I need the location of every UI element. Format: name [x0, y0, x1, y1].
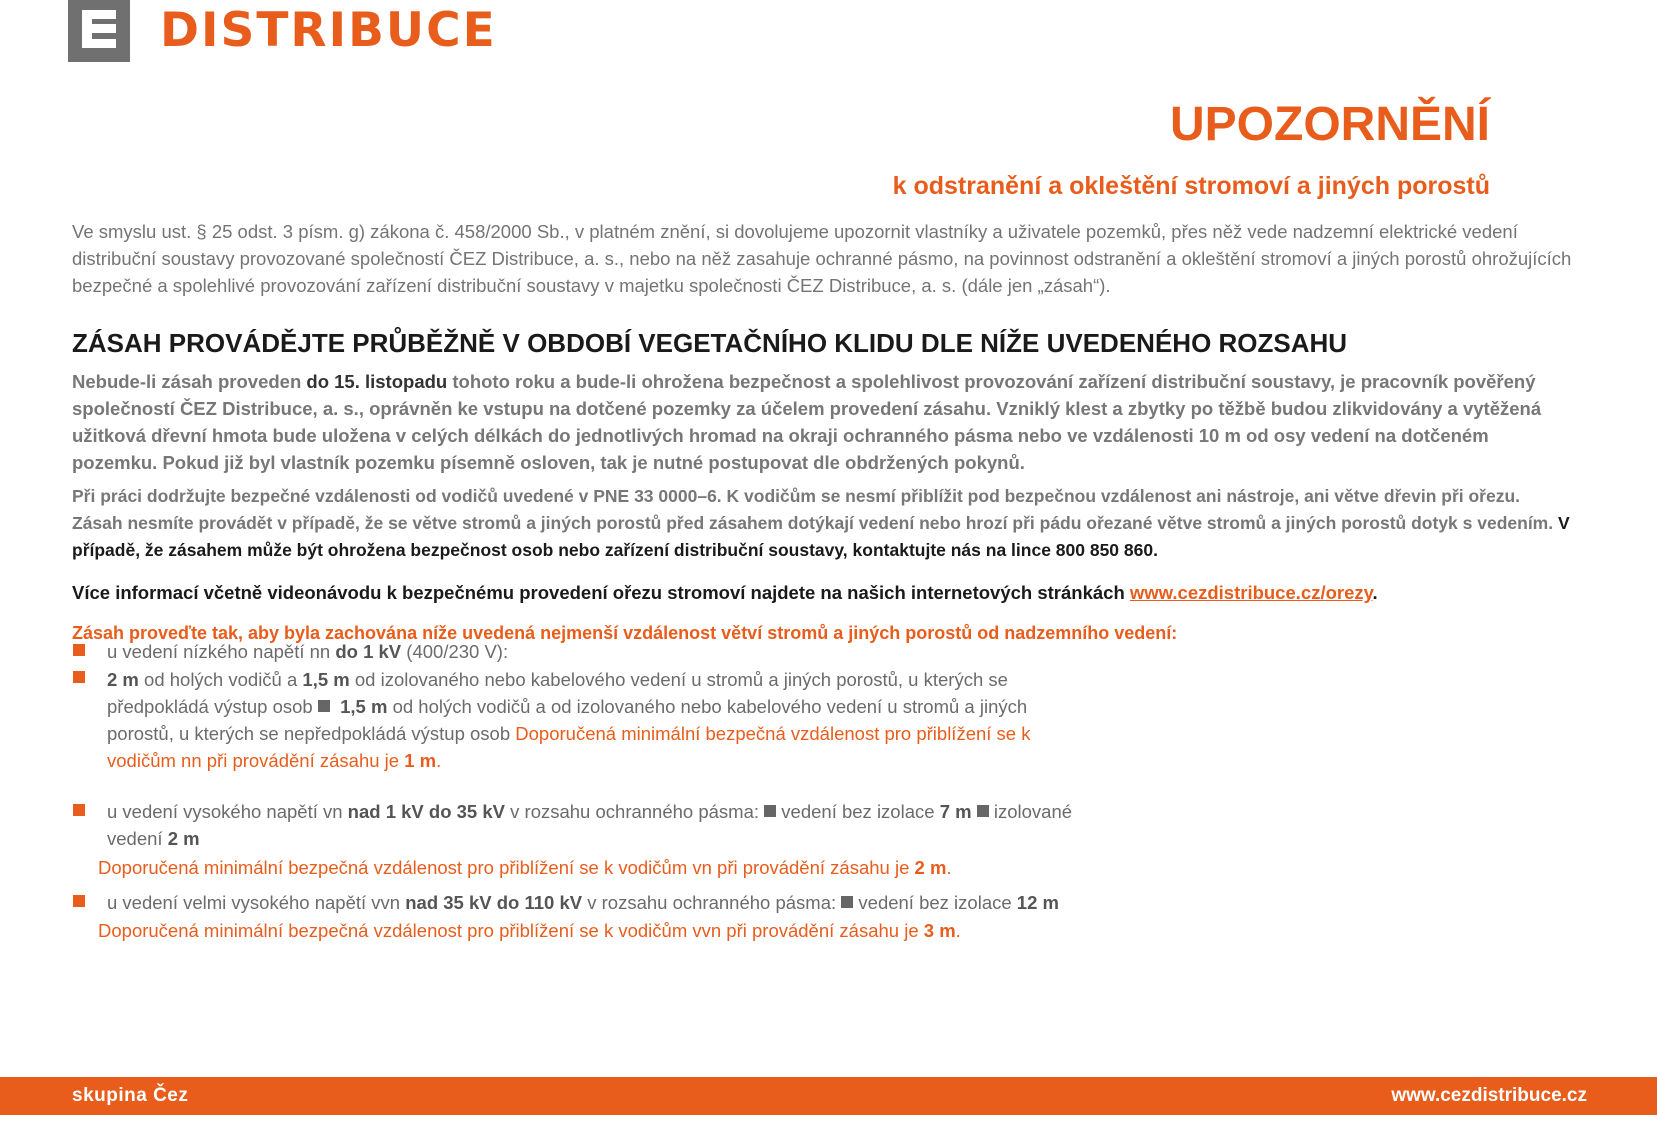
- section-heading: ZÁSAH PROVÁDĚJTE PRŮBĚŽNĚ V OBDOBÍ VEGETAČNÍHO KLIDU DLE NÍŽE UVEDENÉHO ROZSAHU: [72, 328, 1348, 358]
- vn-note-text: Doporučená minimální bezpečná vzdálenost pro přiblížení se k vodičům vn při provádění zásahu je: [98, 857, 915, 878]
- bullet-icon: [73, 644, 85, 656]
- more-info-text: Více informací včetně videonávodu k bezpečnému provedení ořezu stromoví najdete na našich internetových stránkách: [72, 582, 1130, 603]
- nn-range: do 1 kV: [335, 641, 402, 662]
- bullet-icon: [73, 671, 85, 683]
- vvn-item: [107, 889, 1307, 916]
- company-logo: [68, 0, 497, 62]
- orezy-link[interactable]: www.cezdistribuce.cz/orezy: [1129, 582, 1373, 603]
- more-info-paragraph: [72, 579, 1572, 606]
- square-bullet-icon: [977, 805, 989, 817]
- vn-d1: 7 m: [939, 801, 972, 822]
- bullet-icon: [73, 804, 85, 816]
- vvn-suffix: v rozsahu ochranného pásma:: [582, 892, 842, 913]
- deadline: do 15. listopadu: [306, 371, 448, 392]
- intro-paragraph: Ve smyslu ust. § 25 odst. 3 písm. g) zákona č. 458/2000 Sb., v platném znění, si dovolujeme upozornit vlastníky a uživatele pozemků, přes něž vede nadzemní elektrické vedení distribuční soustavy provozované společností ČEZ Distribuce, a. s., nebo na něž zasahuje ochranné pásmo, na povinnost odstranění a okleštění stromoví a jiných porostů ohrožujících bezpečné a spolehlivé provozování zařízení distribuční soustavy v majetku společnosti ČEZ Distribuce, a. s. (dále jen „zásah“).: [72, 221, 1572, 296]
- vvn-note-text: Doporučená minimální bezpečná vzdálenost pro přiblížení se k vodičům vvn při provádění zásahu je: [98, 920, 924, 941]
- vvn-d1: 12 m: [1016, 892, 1059, 913]
- cez-logo-icon: [68, 0, 130, 62]
- nn-note-text: Doporučená minimální bezpečná vzdálenost pro přiblížení se k vodičům nn při provádění zásahu je: [107, 723, 1031, 771]
- para1-before: Nebude-li zásah proveden: [72, 371, 307, 392]
- logo-text: DISTRIBUCE: [160, 3, 497, 58]
- para1-after: tohoto roku a bude-li ohrožena bezpečnost a spolehlivost provozování zařízení distribuční soustavy, je pracovník pověřený společností ČEZ Distribuce, a. s., oprávněn ke vstupu na dotčené pozemky za účelem provedení zásahu. Vzniklý klest a zbytky po těžbě budou zlikvidovány a vytěžená užitková dřevní hmota bude uložena v celých délkách do jednotlivých hromad na okraji ochranného pásma nebo ve vzdálenosti 10 m od osy vedení na dotčeném pozemku. Pokud již byl vlastník pozemku písemně osloven, tak je nutné postupovat dle obdržených pokynů.: [72, 371, 1542, 473]
- nn-t1: od holých vodičů a: [138, 669, 303, 690]
- vn-note-end: .: [946, 857, 952, 878]
- vn-d2: 2 m: [167, 828, 200, 849]
- safety-paragraph: [72, 483, 1572, 564]
- nn-d1: 2 m: [107, 669, 139, 690]
- nn-item: [107, 638, 1097, 665]
- nn-d2: 1,5 m: [302, 669, 350, 690]
- nn-note-end: .: [436, 750, 442, 771]
- nn-d3: 1,5 m: [340, 696, 388, 717]
- vn-item: [107, 798, 1097, 852]
- vvn-prefix: u vedení velmi vysokého napětí vvn: [107, 892, 406, 913]
- nn-t3: od holých vodičů a od izolovaného nebo kabelového vedení u stromů a jiných porostů, u kterých se nepředpokládá výstup osob: [107, 696, 1028, 744]
- nn-t2: od izolovaného nebo kabelového vedení u stromů a jiných porostů, u kterých se předpokládá výstup osob: [107, 669, 1008, 717]
- vn-t1: vedení bez izolace: [776, 801, 940, 822]
- nn-note-value: 1 m: [404, 750, 437, 771]
- vvn-note-value: 3 m: [923, 920, 956, 941]
- distances-heading: Zásah proveďte tak, aby byla zachována níže uvedená nejmenší vzdálenost větví stromů a jiných porostů od nadzemního vedení:: [72, 623, 1178, 643]
- nn-distances: [107, 666, 1097, 774]
- footer-bar: [0, 1077, 1657, 1115]
- vn-note: [98, 854, 952, 881]
- contact-text: V případě, že zásahem může být ohrožena bezpečnost osob nebo zařízení distribuční soustavy, kontaktujte nás na lince 800 850 860.: [72, 513, 1570, 560]
- vvn-note-end: .: [955, 920, 961, 941]
- square-bullet-icon: [764, 805, 776, 817]
- vn-range: nad 1 kV do 35 kV: [347, 801, 505, 822]
- square-bullet-icon: [841, 896, 853, 908]
- page-subtitle: k odstranění a okleštění stromoví a jiných porostů: [892, 172, 1490, 200]
- vvn-t1: vedení bez izolace: [853, 892, 1017, 913]
- deadline-paragraph: [72, 368, 1572, 476]
- nn-prefix: u vedení nízkého napětí nn: [107, 641, 336, 662]
- nn-suffix: (400/230 V):: [401, 641, 509, 662]
- vvn-note: [98, 917, 961, 944]
- square-bullet-icon: [318, 700, 330, 712]
- vn-suffix: v rozsahu ochranného pásma:: [505, 801, 765, 822]
- footer-website[interactable]: www.cezdistribuce.cz: [1391, 1085, 1587, 1106]
- vn-prefix: u vedení vysokého napětí vn: [107, 801, 348, 822]
- more-info-end: .: [1372, 582, 1378, 603]
- bullet-icon: [73, 895, 85, 907]
- page-title: UPOZORNĚNÍ: [1169, 98, 1490, 151]
- footer-group-name: skupina Čez: [72, 1085, 189, 1106]
- safety-text: Při práci dodržujte bezpečné vzdálenosti od vodičů uvedené v PNE 33 0000–6. K vodičům se nesmí přiblížit pod bezpečnou vzdálenost ani nástroje, ani větve dřevin při ořezu. Zásah nesmíte provádět v případě, že se větve stromů a jiných porostů před zásahem dotýkají vedení nebo hrozí při pádu ořezané větve stromů a jiných porostů dotyk s vedením.: [72, 486, 1554, 533]
- vvn-range: nad 35 kV do 110 kV: [405, 892, 583, 913]
- vn-t2: izolované vedení: [107, 801, 1073, 849]
- vn-note-value: 2 m: [914, 857, 947, 878]
